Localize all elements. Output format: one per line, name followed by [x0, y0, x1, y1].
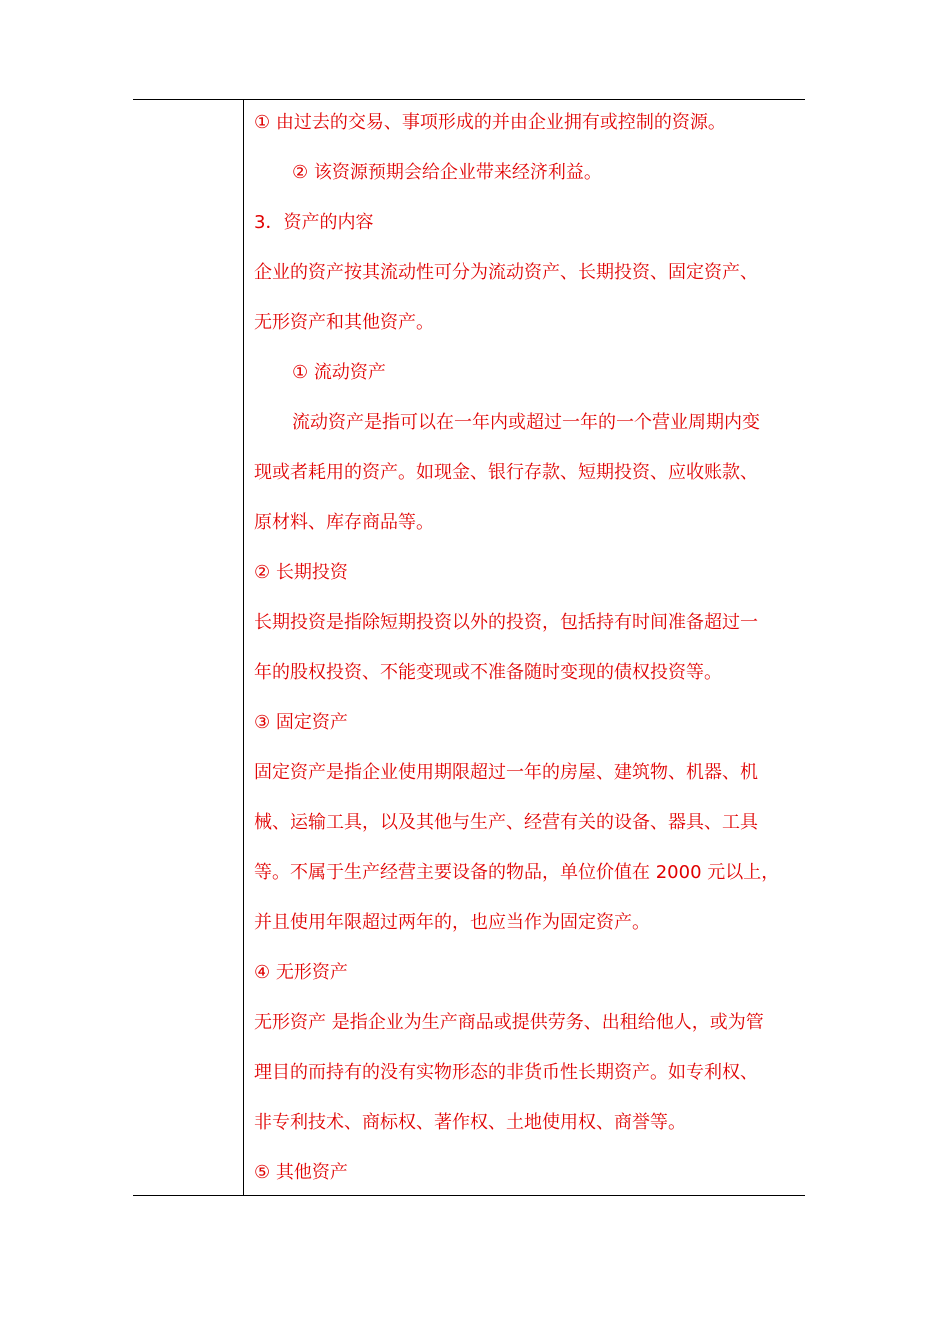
table-left-cell	[133, 100, 244, 1195]
table-right-cell	[244, 100, 805, 1195]
paragraph-line: 械、运输工具，以及其他与生产、经营有关的设备、器具、工具	[254, 812, 758, 833]
paragraph-line: 原材料、库存商品等。	[254, 512, 434, 533]
paragraph-line: 流动资产是指可以在一年内或超过一年的一个营业周期内变	[292, 412, 760, 433]
paragraph-line: 长期投资是指除短期投资以外的投资，包括持有时间准备超过一	[254, 612, 758, 633]
criterion-1: ① 由过去的交易、事项形成的并由企业拥有或控制的资源。	[254, 112, 726, 133]
paragraph-line: 非专利技术、商标权、著作权、土地使用权、商誉等。	[254, 1112, 686, 1133]
paragraph-line: 无形资产 是指企业为生产商品或提供劳务、出租给他人，或为管	[254, 1012, 764, 1033]
paragraph-line: 企业的资产按其流动性可分为流动资产、长期投资、固定资产、	[254, 262, 758, 283]
section-heading-asset-content: 3．资产的内容	[254, 212, 374, 233]
subheading-current-assets: ① 流动资产	[292, 362, 386, 383]
subheading-long-term-investment: ② 长期投资	[254, 562, 348, 583]
paragraph-line: 等。不属于生产经营主要设备的物品，单位价值在 2000 元以上，	[254, 862, 780, 883]
criterion-2: ② 该资源预期会给企业带来经济利益。	[292, 162, 602, 183]
paragraph-line: 无形资产和其他资产。	[254, 312, 434, 333]
subheading-fixed-assets: ③ 固定资产	[254, 712, 348, 733]
paragraph-line: 现或者耗用的资产。如现金、银行存款、短期投资、应收账款、	[254, 462, 758, 483]
paragraph-line: 年的股权投资、不能变现或不准备随时变现的债权投资等。	[254, 662, 722, 683]
paragraph-line: 理目的而持有的没有实物形态的非货币性长期资产。如专利权、	[254, 1062, 758, 1083]
paragraph-line: 并且使用年限超过两年的，也应当作为固定资产。	[254, 912, 650, 933]
paragraph-line: 固定资产是指企业使用期限超过一年的房屋、建筑物、机器、机	[254, 762, 758, 783]
subheading-intangible-assets: ④ 无形资产	[254, 962, 348, 983]
content-table	[133, 99, 805, 1196]
subheading-other-assets: ⑤ 其他资产	[254, 1162, 348, 1183]
